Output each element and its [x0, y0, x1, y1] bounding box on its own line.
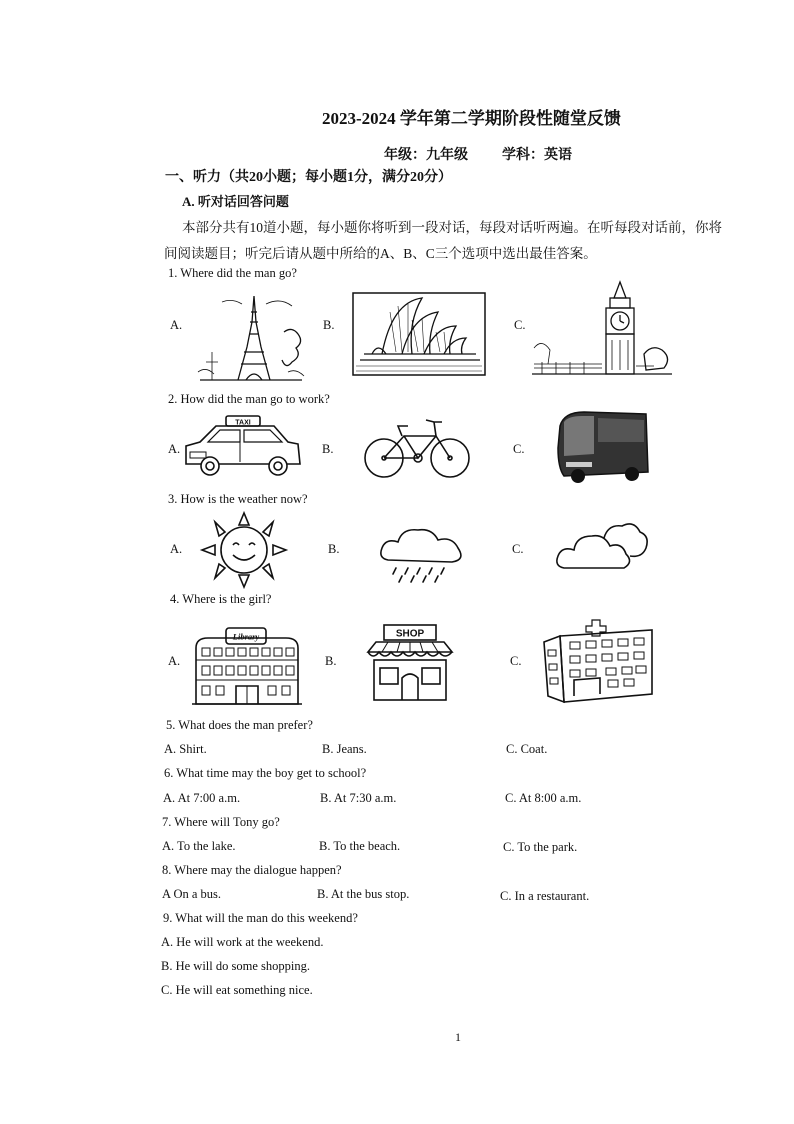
- q5-option-c: C. Coat.: [506, 742, 548, 756]
- eiffel-tower-icon: [192, 292, 310, 382]
- q7-option-b: B. To the beach.: [319, 839, 401, 853]
- q6-option-c: C. At 8:00 a.m.: [505, 791, 582, 805]
- q9-option-c: C. He will eat something nice.: [161, 983, 313, 997]
- sun-icon: [198, 510, 290, 590]
- hospital-icon: [540, 616, 658, 704]
- q6-option-a: A. At 7:00 a.m.: [163, 791, 241, 805]
- instruction-line-1: 本部分共有10道小题，每小题你将听到一段对话，每段对话听两遍。在听每段对话前，你将: [182, 220, 722, 235]
- q2-option-c-label: C.: [513, 442, 525, 456]
- shop-icon: [364, 622, 456, 704]
- bus-icon: [554, 408, 652, 486]
- q4-option-c-label: C.: [510, 654, 522, 668]
- q4-option-a-label: A.: [168, 654, 181, 668]
- cloud-icon: [554, 516, 650, 572]
- question-7-text: 7. Where will Tony go?: [162, 815, 280, 829]
- part-a-heading: A. 听对话回答问题: [182, 194, 289, 209]
- q2-option-a-label: A.: [168, 442, 181, 456]
- q2-option-b-label: B.: [322, 442, 334, 456]
- big-ben-icon: [532, 278, 672, 380]
- question-1-text: 1. Where did the man go?: [168, 266, 297, 280]
- q3-option-b-label: B.: [328, 542, 340, 556]
- q8-option-b: B. At the bus stop.: [317, 887, 410, 901]
- subject-label: 学科：英语: [502, 148, 572, 163]
- q5-option-b: B. Jeans.: [322, 742, 367, 756]
- q9-option-b: B. He will do some shopping.: [161, 959, 310, 973]
- rain-cloud-icon: [376, 524, 466, 586]
- q3-option-a-label: A.: [170, 542, 183, 556]
- exam-subtitle: [384, 144, 572, 164]
- question-3-text: 3. How is the weather now?: [168, 492, 308, 506]
- question-4-text: 4. Where is the girl?: [170, 592, 272, 606]
- q9-option-a: A. He will work at the weekend.: [161, 935, 324, 949]
- grade-label: 年级：九年级: [384, 148, 468, 163]
- q3-option-c-label: C.: [512, 542, 524, 556]
- question-6-text: 6. What time may the boy get to school?: [164, 766, 367, 780]
- q5-option-a: A. Shirt.: [164, 742, 207, 756]
- question-5-text: 5. What does the man prefer?: [166, 718, 313, 732]
- question-2-text: 2. How did the man go to work?: [168, 392, 330, 406]
- library-icon: [188, 624, 306, 708]
- q1-option-c-label: C.: [514, 318, 526, 332]
- section-heading: 一、听力（共20小题；每小题1分，满分20分）: [165, 170, 452, 185]
- q8-option-c: C. In a restaurant.: [500, 889, 590, 903]
- instruction-line-2: 间阅读题目；听完后请从题中所给的A、B、C三个选项中选出最佳答案。: [164, 246, 597, 261]
- taxi-sign-text: TAXI: [235, 419, 251, 427]
- q7-option-a: A. To the lake.: [162, 839, 236, 853]
- exam-title: 2023-2024 学年第二学期阶段性随堂反馈: [322, 109, 621, 128]
- page-number: 1: [455, 1030, 461, 1044]
- sydney-opera-house-icon: [352, 292, 486, 376]
- q1-option-a-label: A.: [170, 318, 183, 332]
- q7-option-c: C. To the park.: [503, 840, 578, 854]
- q1-option-b-label: B.: [323, 318, 335, 332]
- q8-option-a: A On a bus.: [162, 887, 222, 901]
- library-sign-text: Library: [232, 631, 260, 642]
- bicycle-icon: [362, 412, 472, 482]
- q4-option-b-label: B.: [325, 654, 337, 668]
- taxi-icon: [182, 412, 304, 480]
- question-8-text: 8. Where may the dialogue happen?: [162, 863, 342, 877]
- question-9-text: 9. What will the man do this weekend?: [163, 911, 358, 925]
- q6-option-b: B. At 7:30 a.m.: [320, 791, 397, 805]
- shop-sign-text: SHOP: [395, 628, 425, 640]
